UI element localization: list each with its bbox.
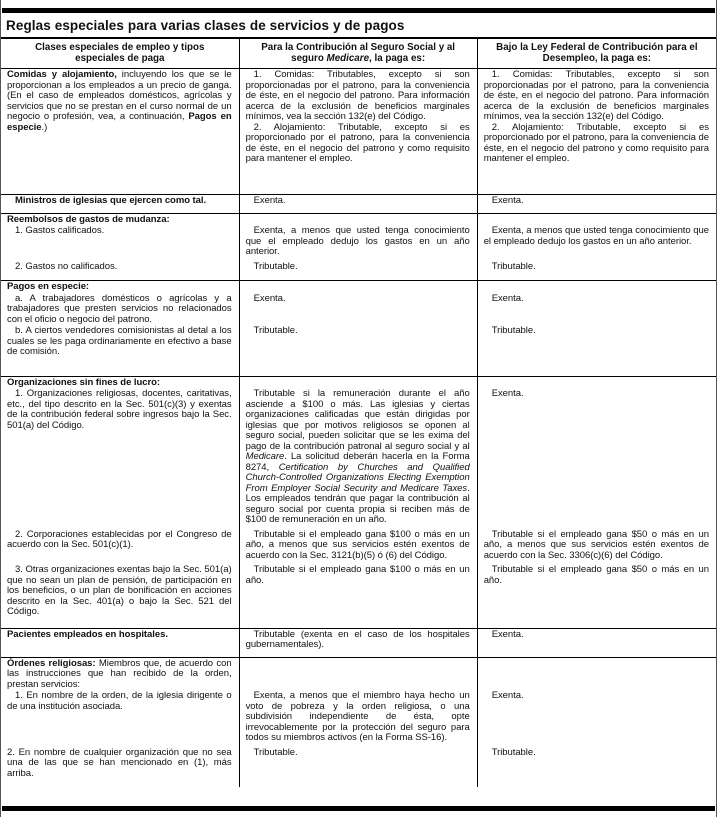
row-pagos-especie-b [1,325,716,376]
row-organizaciones-3 [1,561,716,628]
cell-paragraph: 2. Alojamiento: Tributable, excepto si es proporcionado por el patrono, para la conveniencia de éste, en el negocio del patrono y como requisito para mantener el empleo. [245,121,470,164]
bottom-rule [2,806,715,811]
cell-org3-ss-medicare [239,561,477,628]
cell-gastos-no-calificados-ss-medicare [239,258,477,281]
cell-ministros-futa [477,195,716,214]
cell-paragraph: Tributable. [253,746,298,758]
cell-pagos-a-futa [477,293,716,326]
cell-paragraph: Exenta. [491,388,524,399]
column-header-clases-especiales: Clases especiales de empleo y tipos especiales de paga [1,39,239,69]
cell-pagos-a-ss-medicare [239,293,477,326]
cell-paragraph: Exenta. [491,690,524,701]
row-ordenes-heading [1,657,716,690]
cell-paragraph: 3. Otras organizaciones exentas bajo la Sec. 501(a) que no sean un plan de pensión, de participación en los beneficios, o un plan de bonificación en acciones descrito en la Sec. 401(a) o bajo la Sec. 521 del Código. [7,564,232,617]
page-title: Reglas especiales para varias clases de servicios y de pagos [1,13,716,39]
cell-paragraph: Órdenes religiosas: Miembros que, de acuerdo con las instrucciones que han recibido de la orden, prestan servicios: [7,657,232,690]
cell-paragraph: Pacientes empleados en hospitales. [7,628,168,640]
table-body [1,69,716,788]
cell-paragraph: Tributable si el empleado gana $100 o más en un año. [245,564,470,586]
cell-paragraph: Tributable si el empleado gana $100 o más en un año, a menos que sus servicios estén exentos de acuerdo con la Sec. 3121(b)(5) ó (6) del Código. [245,528,470,561]
cell-paragraph: Tributable si el empleado gana $50 o más en un año, a menos que sus servicios estén exentos de acuerdo con la Sec. 3306(c)(6) del Código. [483,528,709,561]
cell-paragraph: 1. Gastos calificados. [15,225,105,236]
cell-ordenes2-futa [477,744,716,788]
row-organizaciones-1 [1,388,716,526]
cell-paragraph: 1. En nombre de la orden, de la iglesia dirigente o de una institución asociada. [7,690,232,712]
cell-paragraph: Tributable (exenta en el caso de los hospitales gubernamentales). [245,628,470,650]
cell-org2-futa [477,526,716,562]
cell-ordenes-heading [1,657,239,690]
column-header-seguro-social-medicare: Para la Contribución al Seguro Social y al seguro Medicare, la paga es: [239,39,477,69]
cell-paragraph: b. A ciertos vendedores comisionistas al detal a los cuales se les paga ordinariamente en efectivo a base de comisión. [7,325,232,357]
cell-org2-clase [1,526,239,562]
cell-paragraph: Exenta, a menos que usted tenga conocimiento que el empleado dedujo los gastos en un año anterior. [483,225,709,247]
cell-paragraph: Organizaciones sin fines de lucro: [7,376,160,388]
cell-org1-clase [1,388,239,526]
row-organizaciones-2 [1,526,716,562]
cell-ordenes2-ss-medicare [239,744,477,788]
cell-paragraph: 2. En nombre de cualquier organización que no sea una de las que se han mencionado en (1), más arriba. [7,746,232,779]
cell-comidas-clase [1,69,239,195]
cell-org3-futa [477,561,716,628]
cell-pagos-especie-heading [1,281,239,293]
cell-paragraph: Tributable si el empleado gana $50 o más en un año. [483,564,709,586]
cell-paragraph: Reembolsos de gastos de mudanza: [7,213,170,225]
row-ministros [1,195,716,214]
cell-pagos-a-clase [1,293,239,326]
row-reembolsos-no-calificados [1,258,716,281]
cell-paragraph: 2. Alojamiento: Tributable, excepto si es proporcionado por el patrono, para la conveniencia de éste, en el negocio del patrono y como requisito para mantener el empleo. [483,121,709,164]
header-row [1,39,716,69]
cell-ordenes1-ss-medicare [239,690,477,744]
cell-paragraph: Tributable. [253,325,298,336]
cell-gastos-calificados-futa [477,225,716,258]
cell-empty [477,657,716,690]
cell-pagos-b-clase [1,325,239,376]
cell-comidas-futa [477,69,716,195]
cell-paragraph: Tributable. [491,325,536,336]
cell-paragraph: Exenta, a menos que usted tenga conocimiento que el empleado dedujo los gastos en un año anterior. [245,225,470,257]
cell-empty [239,213,477,225]
special-rules-table [1,39,716,787]
cell-org1-ss-medicare [239,388,477,526]
cell-pacientes-clase [1,628,239,657]
row-reembolsos-calificados [1,225,716,258]
cell-paragraph: 2. Corporaciones establecidas por el Congreso de acuerdo con la Sec. 501(c)(1). [7,528,232,550]
cell-pacientes-ss-medicare [239,628,477,657]
cell-gastos-calificados-clase [1,225,239,258]
cell-pagos-b-ss-medicare [239,325,477,376]
cell-paragraph: Ministros de iglesias que ejercen como tal. [15,195,207,206]
row-ordenes-2 [1,744,716,788]
cell-pagos-b-futa [477,325,716,376]
cell-empty [477,213,716,225]
cell-paragraph: Pagos en especie: [7,281,90,292]
cell-empty [477,281,716,293]
cell-ministros-ss-medicare [239,195,477,214]
cell-gastos-no-calificados-clase [1,258,239,281]
cell-paragraph: Tributable. [253,260,298,272]
cell-ordenes2-clase [1,744,239,788]
cell-empty [239,376,477,388]
cell-ordenes1-clase [1,690,239,744]
cell-org2-ss-medicare [239,526,477,562]
cell-paragraph: Tributable. [491,260,536,272]
table-header [1,39,716,69]
cell-paragraph: Exenta. [253,292,286,304]
row-pagos-especie-heading [1,281,716,293]
cell-paragraph: Exenta. [491,628,524,640]
cell-paragraph: 1. Comidas: Tributables, excepto si son proporcionadas por el patrono, para la conveniencia de éste, en el negocio del patrono. Para información acerca de la exclusión de beneficios marginales mínimos, vea la sección 132(e) del Código. [483,69,709,122]
cell-paragraph: Exenta. [253,195,286,206]
cell-empty [477,376,716,388]
cell-paragraph: a. A trabajadores domésticos o agrícolas y a trabajadores que presten servicios no relacionados con el oficio o negocio del patrono. [7,292,232,325]
cell-paragraph: Tributable. [491,746,536,758]
cell-paragraph: 1. Organizaciones religiosas, docentes, caritativas, etc., del tipo descrito en la Sec. 501(c)(3) y exentas de la contribución federal sobre ingresos bajo la Sec. 501(a) del Código. [7,388,232,431]
row-ordenes-1 [1,690,716,744]
row-reembolsos-heading [1,213,716,225]
row-pacientes [1,628,716,657]
cell-paragraph: Exenta. [491,195,524,206]
column-header-ley-federal-desempleo: Bajo la Ley Federal de Contribución para el Desempleo, la paga es: [477,39,716,69]
cell-ministros-clase [1,195,239,214]
cell-empty [239,281,477,293]
cell-paragraph: 1. Comidas: Tributables, excepto si son proporcionadas por el patrono, para la conveniencia de éste, en el negocio del patrono. Para información acerca de la exclusión de beneficios marginales mínimos, vea la sección 132(e) del Código. [245,69,470,122]
cell-gastos-no-calificados-futa [477,258,716,281]
cell-pacientes-futa [477,628,716,657]
cell-organizaciones-heading [1,376,239,388]
cell-paragraph: Comidas y alojamiento, incluyendo los que se le proporcionan a los empleados a un precio de ganga. (En el caso de empleados domésticos, agrícolas y servicios que no se prestan en el curso normal de un negocio o profesión, vea, a continuación, Pagos en especie.) [7,69,232,133]
cell-paragraph: 2. Gastos no calificados. [15,260,118,272]
row-comidas-alojamiento [1,69,716,195]
cell-org3-clase [1,561,239,628]
cell-gastos-calificados-ss-medicare [239,225,477,258]
cell-paragraph: Exenta. [491,292,524,304]
cell-reembolsos-heading [1,213,239,225]
cell-ordenes1-futa [477,690,716,744]
cell-empty [239,657,477,690]
row-organizaciones-heading [1,376,716,388]
cell-comidas-ss-medicare [239,69,477,195]
cell-paragraph: Exenta, a menos que el miembro haya hecho un voto de pobreza y la orden religiosa, o una subdivisión independiente de ésta, opte irrevocablemente por la protección del seguro para todos su miembros activos (en la Forma SS-16). [245,690,470,743]
cell-org1-futa [477,388,716,526]
cell-paragraph: Tributable si la remuneración durante el año asciende a $100 o más. Las iglesias y ciertas organizaciones calificadas que están dirigidas por iglesias que por motivos religiosos se oponen al seguro social, pueden solicitar que se les exima del pago de la contribución patronal al seguro social y al Medicare. La solicitud deberán hacerla en la Forma 8274, Certification by Churches and Qualified Church-Controlled Organizations Electing Exemption From Employer Social Security and Medicare Taxes. Los empleados tendrán que pagar la contribución al seguro social por cuenta propia si reciben más de $100 de remuneración en un año. [245,388,470,525]
row-pagos-especie-a [1,293,716,326]
